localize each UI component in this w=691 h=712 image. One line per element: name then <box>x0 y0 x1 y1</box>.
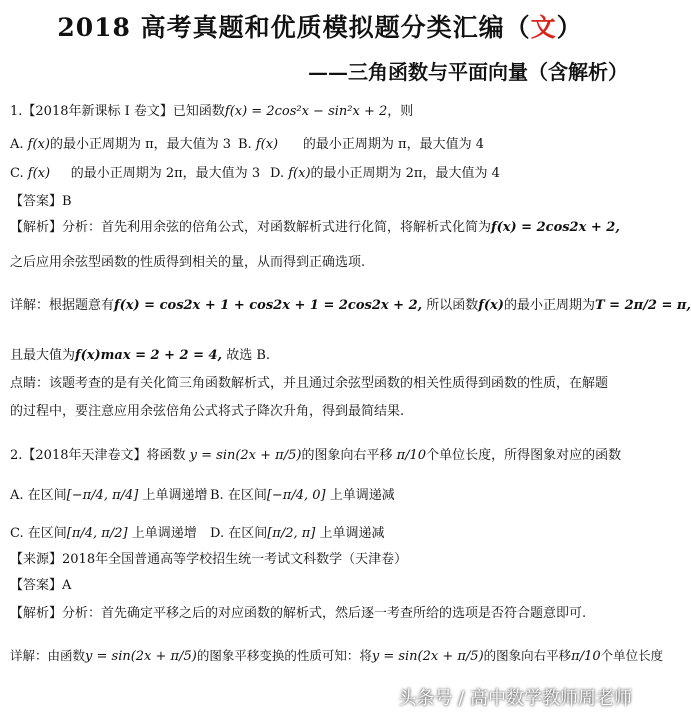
q2-option-b-interval: [−π/4, 0] <box>266 488 326 503</box>
q2-stem-end: 个单位长度，所得图象对应的函数 <box>426 448 622 463</box>
q2-detail-shift: π/10 <box>571 649 601 664</box>
q1-option-c-f: f(x) <box>27 166 51 181</box>
q1-detail-line1 <box>10 294 691 313</box>
q2-option-b <box>210 484 395 503</box>
q1-detail-line2 <box>10 344 630 363</box>
q2-option-a-end: 上单调递增 <box>142 488 208 503</box>
q1-analysis-formula: f(x) = 2cos2x + 2, <box>491 220 620 235</box>
q2-option-c <box>10 522 210 541</box>
watermark: 头条号 / 高中数学教师周老师 <box>398 688 632 709</box>
q1-detail2-formula: f(x)max = 2 + 2 = 4, <box>75 348 223 363</box>
q1-option-c-label: C. <box>10 166 24 181</box>
q2-stem-formula: y = sin(2x + π/5) <box>189 448 302 463</box>
q2-source: 【来源】2018年全国普通高等学校招生统一考试文科数学（天津卷） <box>10 552 408 567</box>
q1-option-b-label: B. <box>238 137 252 152</box>
q1-option-b-text: 的最小正周期为 π，最大值为 4 <box>302 137 485 152</box>
q1-analysis-text: 【解析】分析：首先利用余弦的倍角公式，对函数解析式进行化简，将解析式化简为 <box>10 220 492 235</box>
q1-detail2-text: 且最大值为 <box>10 348 76 363</box>
q2-option-c-label: C. 在区间 <box>10 526 67 541</box>
q2-stem-mid: 的图象向右平移 <box>301 448 393 463</box>
q2-stem-text: 2.【2018年天津卷文】将函数 <box>10 448 186 463</box>
q2-option-d-label: D. 在区间 <box>210 526 268 541</box>
q2-option-a-label: A. 在区间 <box>10 488 67 503</box>
q1-option-c <box>10 162 270 181</box>
q2-analysis: 【解析】分析：首先确定平移之后的对应函数的解析式，然后逐一考查所给的选项是否符合题意即可. <box>10 606 587 621</box>
q2-option-c-interval: [π/4, π/2] <box>66 526 128 541</box>
q2-detail-mid: 的图象平移变换的性质可知：将 <box>196 648 372 663</box>
q1-options-ab <box>10 133 630 152</box>
q1-option-d-text: 的最小正周期为 2π，最大值为 4 <box>310 166 500 181</box>
q1-option-d-label: D. <box>270 166 285 181</box>
q1-note-line2: 的过程中，要注意应用余弦倍角公式将式子降次升角，得到最简结果. <box>10 404 405 419</box>
q2-option-d-interval: [π/2, π] <box>267 526 316 541</box>
q2-option-b-label: B. 在区间 <box>210 488 267 503</box>
q2-option-a <box>10 484 210 503</box>
title-end: ） <box>556 13 583 42</box>
q2-stem-shift: π/10 <box>396 448 427 463</box>
q2-option-d-end: 上单调递减 <box>319 526 385 541</box>
q1-detail-period: T = 2π/2 = π, <box>594 298 691 313</box>
q2-detail-shift-text: 的图象向右平移 <box>483 648 572 663</box>
q2-option-a-interval: [−π/4, π/4] <box>66 488 139 503</box>
q1-answer: 【答案】B <box>10 194 72 209</box>
q1-option-b <box>238 133 484 152</box>
q1-detail-end: 的最小正周期为 <box>503 298 595 313</box>
q2-options-cd <box>10 522 630 541</box>
q2-detail-text: 详解：由函数 <box>10 648 86 663</box>
q1-option-c-text: 的最小正周期为 2π，最大值为 3 <box>70 166 261 181</box>
q2-option-c-end: 上单调递增 <box>131 526 197 541</box>
q2-options-ab <box>10 484 630 503</box>
q1-stem-end: ，则 <box>387 104 414 119</box>
q1-stem <box>10 100 630 119</box>
q1-analysis-line1 <box>10 216 630 235</box>
q1-option-d-f: f(x) <box>288 166 311 181</box>
q2-detail-formula2: y = sin(2x + π/5) <box>371 649 484 664</box>
q1-detail-formula: f(x) = cos2x + 1 + cos2x + 1 = 2cos2x + 2, <box>114 298 423 313</box>
q1-detail2-end: 故选 B. <box>226 348 271 363</box>
q1-stem-text: 1.【2018年新课标 I 卷文】已知函数 <box>10 104 225 119</box>
q1-option-a-f: f(x) <box>27 137 50 152</box>
q1-analysis-line2: 之后应用余弦型函数的性质得到相关的量，从而得到正确选项. <box>10 255 366 270</box>
q2-option-d <box>210 522 385 541</box>
q1-detail-mid: 所以函数 <box>426 298 479 313</box>
page-subtitle: ——三角函数与平面向量（含解析） <box>308 60 628 84</box>
q1-option-a <box>10 133 238 152</box>
title-text: 2018 高考真题和优质模拟题分类汇编（ <box>57 13 531 42</box>
q1-detail-f: f(x) <box>478 298 504 313</box>
q2-detail <box>10 646 664 664</box>
q2-detail-formula1: y = sin(2x + π/5) <box>85 649 197 664</box>
q1-option-d <box>270 162 500 181</box>
q1-detail-text: 详解：根据题意有 <box>10 298 115 313</box>
q1-options-cd <box>10 162 630 181</box>
q1-option-b-f: f(x) <box>255 137 279 152</box>
q1-option-a-text: 的最小正周期为 π，最大值为 3 <box>49 137 232 152</box>
q2-option-b-end: 上单调递减 <box>329 488 395 503</box>
q2-detail-end: 个单位长度 <box>600 648 664 663</box>
q1-note-line1: 点睛：该题考查的是有关化简三角函数解析式，并且通过余弦型函数的相关性质得到函数的性质，在解题 <box>10 376 609 391</box>
title-highlight: 文 <box>530 13 557 42</box>
q1-option-a-label: A. <box>10 137 24 152</box>
q2-stem <box>10 444 630 463</box>
page-title <box>0 8 640 44</box>
q2-answer: 【答案】A <box>10 578 72 593</box>
q1-stem-formula: f(x) = 2cos²x − sin²x + 2 <box>224 104 388 119</box>
